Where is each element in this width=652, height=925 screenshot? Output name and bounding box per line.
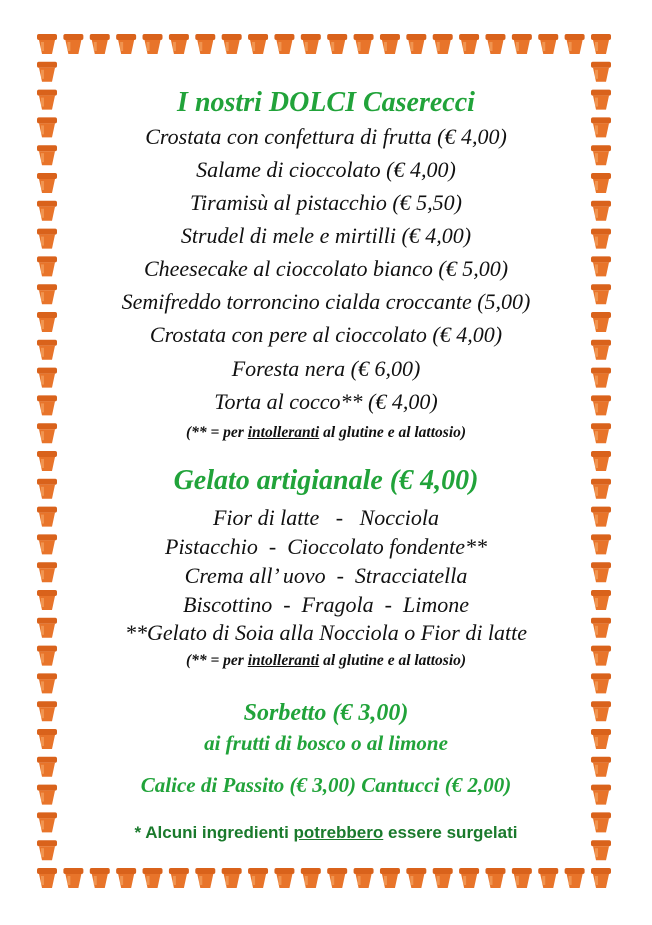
flower-pot-icon bbox=[380, 34, 400, 54]
flower-pot-icon bbox=[116, 34, 136, 54]
flower-pot-icon bbox=[538, 868, 558, 888]
dolci-allergen-note: (** = per intolleranti al glutine e al lattosio) bbox=[185, 424, 467, 441]
flower-pot-icon bbox=[195, 868, 215, 888]
dessert-item: Torta al cocco** (€ 4,00) bbox=[214, 389, 438, 414]
sorbetto-subtitle: ai frutti di bosco o al limone bbox=[204, 731, 448, 755]
flower-pot-icon bbox=[565, 868, 585, 888]
dessert-item: Foresta nera (€ 6,00) bbox=[231, 356, 421, 381]
flower-pot-icon bbox=[143, 868, 163, 888]
flower-pot-icon bbox=[485, 868, 505, 888]
flower-pot-icon bbox=[512, 34, 532, 54]
flower-pot-icon bbox=[565, 34, 585, 54]
dessert-item: Crostata con confettura di frutta (€ 4,00) bbox=[145, 124, 507, 149]
disclaimer: * Alcuni ingredienti potrebbero essere surgelati bbox=[134, 823, 518, 842]
gelato-flavors: Crema all’ uovo - Stracciatella bbox=[184, 563, 468, 588]
flower-pot-icon bbox=[274, 34, 294, 54]
gelato-soia: **Gelato di Soia alla Nocciola o Fior di latte bbox=[124, 620, 528, 645]
flower-pot-icon bbox=[169, 868, 189, 888]
flower-pot-icon bbox=[591, 840, 611, 860]
flower-pot-icon bbox=[37, 868, 57, 888]
flower-pot-icon bbox=[222, 868, 242, 888]
dolci-title: I nostri DOLCI Caserecci bbox=[177, 87, 475, 118]
sorbetto-title: Sorbetto (€ 3,00) bbox=[243, 700, 409, 726]
flower-pot-icon bbox=[63, 34, 83, 54]
flower-pot-icon bbox=[63, 868, 83, 888]
flower-pot-icon bbox=[433, 868, 453, 888]
flower-pot-icon bbox=[301, 34, 321, 54]
dessert-item: Semifreddo torroncino cialda croccante (5,00) bbox=[121, 289, 531, 314]
flower-pot-icon bbox=[90, 34, 110, 54]
flower-pot-icon bbox=[591, 868, 611, 888]
flower-pot-icon bbox=[591, 62, 611, 82]
flower-pot-icon bbox=[327, 868, 347, 888]
flower-pot-icon bbox=[222, 34, 242, 54]
dessert-item: Cheesecake al cioccolato bianco (€ 5,00) bbox=[143, 256, 509, 281]
dessert-item: Crostata con pere al cioccolato (€ 4,00) bbox=[149, 322, 503, 347]
passito-line: Calice di Passito (€ 3,00) Cantucci (€ 2,00) bbox=[140, 773, 512, 797]
flower-pot-icon bbox=[354, 34, 374, 54]
gelato-flavors: Pistacchio - Cioccolato fondente** bbox=[165, 534, 487, 559]
flower-pot-icon bbox=[380, 868, 400, 888]
gelato-title: Gelato artigianale (€ 4,00) bbox=[173, 465, 479, 496]
flower-pot-icon bbox=[116, 868, 136, 888]
flower-pot-icon bbox=[591, 34, 611, 54]
flower-pot-icon bbox=[274, 868, 294, 888]
flower-pot-icon bbox=[90, 868, 110, 888]
flower-pot-icon bbox=[169, 34, 189, 54]
gelato-flavors: Biscottino - Fragola - Limone bbox=[183, 592, 469, 617]
flower-pot-icon bbox=[37, 62, 57, 82]
flower-pot-icon bbox=[406, 868, 426, 888]
flower-pot-icon bbox=[37, 673, 57, 693]
flower-pot-icon bbox=[433, 34, 453, 54]
flower-pot-icon bbox=[459, 868, 479, 888]
dessert-item: Salame di cioccolato (€ 4,00) bbox=[196, 157, 456, 182]
flower-pot-icon bbox=[195, 34, 215, 54]
flower-pot-icon bbox=[37, 840, 57, 860]
flower-pot-icon bbox=[248, 34, 268, 54]
dessert-item: Tiramisù al pistacchio (€ 5,50) bbox=[190, 190, 462, 215]
flower-pot-icon bbox=[301, 868, 321, 888]
flower-pot-icon bbox=[327, 34, 347, 54]
flower-pot-icon bbox=[591, 673, 611, 693]
flower-pot-icon bbox=[485, 34, 505, 54]
gelato-flavors: Fior di latte - Nocciola bbox=[212, 505, 440, 530]
gelato-allergen-note: (** = per intolleranti al glutine e al lattosio) bbox=[185, 652, 467, 669]
flower-pot-icon bbox=[459, 34, 479, 54]
flower-pot-icon bbox=[354, 868, 374, 888]
flower-pot-icon bbox=[512, 868, 532, 888]
flower-pot-icon bbox=[248, 868, 268, 888]
flower-pot-icon bbox=[143, 34, 163, 54]
flower-pot-icon bbox=[37, 34, 57, 54]
flower-pot-icon bbox=[538, 34, 558, 54]
flower-pot-icon bbox=[406, 34, 426, 54]
dessert-item: Strudel di mele e mirtilli (€ 4,00) bbox=[180, 223, 472, 248]
